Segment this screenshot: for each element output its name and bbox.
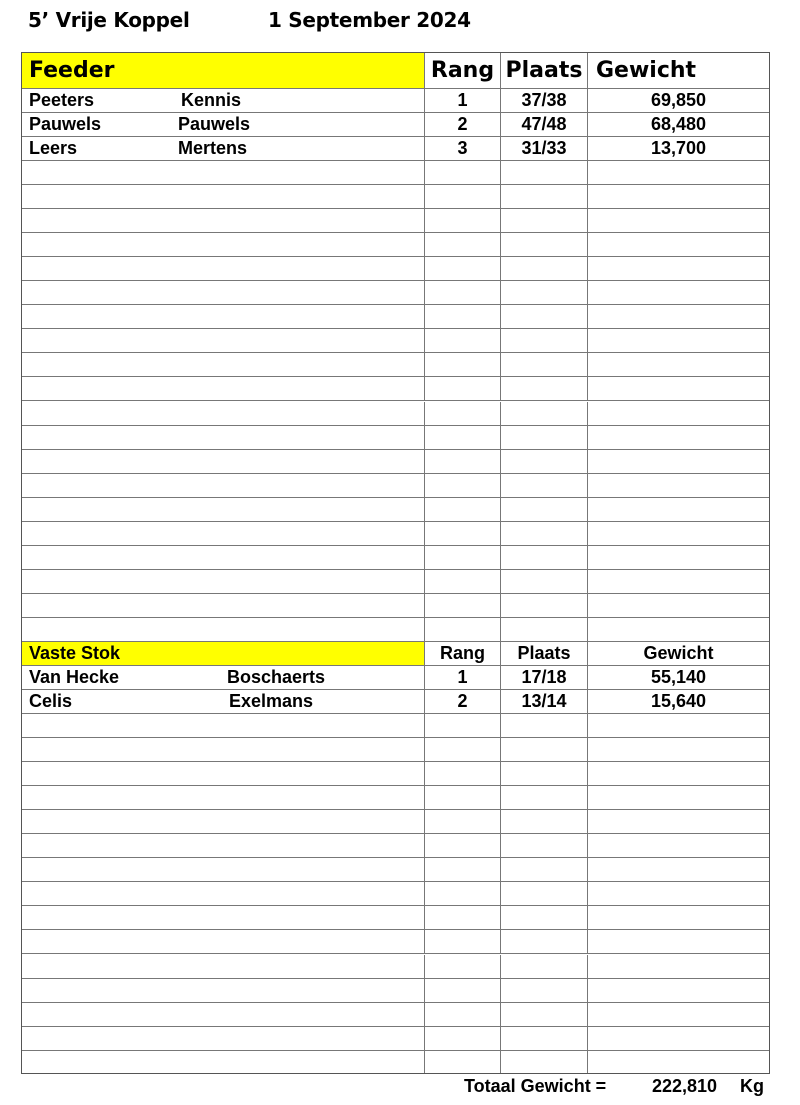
empty-cell <box>424 161 500 184</box>
empty-cell <box>424 329 500 352</box>
empty-row <box>22 329 769 353</box>
empty-row <box>22 594 769 618</box>
empty-cell <box>22 955 424 978</box>
empty-row <box>22 858 769 882</box>
empty-cell <box>587 834 769 857</box>
empty-cell <box>500 906 587 929</box>
empty-cell <box>587 906 769 929</box>
empty-cell <box>587 810 769 833</box>
empty-cell <box>500 834 587 857</box>
empty-cell <box>22 329 424 352</box>
empty-cell <box>424 233 500 256</box>
empty-cell <box>22 498 424 521</box>
empty-cell <box>22 305 424 328</box>
empty-cell <box>587 1051 769 1073</box>
empty-cell <box>424 1027 500 1050</box>
empty-cell <box>424 474 500 497</box>
vaste-stok-title: Vaste Stok <box>29 643 121 663</box>
empty-cell <box>500 1027 587 1050</box>
empty-cell <box>424 1003 500 1026</box>
name-1: Celis <box>29 691 73 711</box>
empty-cell <box>500 979 587 1002</box>
empty-cell <box>424 377 500 400</box>
empty-cell <box>22 209 424 232</box>
plaats-value: 37/38 <box>521 90 567 110</box>
empty-cell <box>22 882 424 905</box>
empty-cell <box>587 738 769 761</box>
empty-cell <box>587 233 769 256</box>
total-label: Totaal Gewicht = <box>464 1076 607 1096</box>
feeder-header-row <box>22 53 769 89</box>
empty-cell <box>500 762 587 785</box>
empty-cell <box>500 257 587 280</box>
empty-row <box>22 281 769 305</box>
empty-row <box>22 498 769 522</box>
empty-cell <box>424 979 500 1002</box>
empty-cell <box>500 786 587 809</box>
plaats-value: 17/18 <box>521 667 567 687</box>
plaats-value: 31/33 <box>521 138 567 158</box>
empty-cell <box>500 281 587 304</box>
feeder-gewicht-header-cell <box>587 53 769 88</box>
empty-cell <box>587 257 769 280</box>
empty-cell <box>587 185 769 208</box>
empty-cell <box>22 522 424 545</box>
empty-row <box>22 714 769 738</box>
empty-cell <box>587 450 769 473</box>
empty-cell <box>500 474 587 497</box>
rang-value: 1 <box>457 667 468 687</box>
name-2: Mertens <box>178 138 248 158</box>
empty-row <box>22 738 769 762</box>
empty-cell <box>500 353 587 376</box>
empty-cell <box>500 498 587 521</box>
empty-cell <box>424 882 500 905</box>
empty-cell <box>22 762 424 785</box>
empty-cell <box>500 209 587 232</box>
empty-cell <box>587 594 769 617</box>
empty-cell <box>587 209 769 232</box>
empty-row <box>22 955 769 979</box>
name-2: Exelmans <box>229 691 314 711</box>
empty-cell <box>22 353 424 376</box>
empty-cell <box>424 738 500 761</box>
empty-cell <box>424 426 500 449</box>
empty-cell <box>22 450 424 473</box>
empty-row <box>22 1003 769 1027</box>
empty-row <box>22 353 769 377</box>
empty-row <box>22 426 769 450</box>
empty-row <box>22 209 769 233</box>
empty-cell <box>22 474 424 497</box>
empty-cell <box>587 955 769 978</box>
empty-row <box>22 546 769 570</box>
vaste-stok-header-row <box>22 642 769 666</box>
empty-cell <box>22 1003 424 1026</box>
empty-cell <box>500 882 587 905</box>
empty-row <box>22 882 769 906</box>
gewicht-value: 15,640 <box>650 691 707 711</box>
empty-cell <box>22 786 424 809</box>
empty-cell <box>424 906 500 929</box>
empty-cell <box>424 1051 500 1073</box>
plaats-value: 47/48 <box>521 114 567 134</box>
empty-row <box>22 834 769 858</box>
empty-row <box>22 305 769 329</box>
empty-row <box>22 185 769 209</box>
empty-cell <box>22 233 424 256</box>
name-1: Van Hecke <box>29 667 120 687</box>
table-row <box>22 113 769 137</box>
empty-row <box>22 522 769 546</box>
feeder-rang-header: Rang <box>430 58 495 83</box>
empty-cell <box>587 546 769 569</box>
empty-cell <box>22 930 424 953</box>
feeder-rang-header-cell <box>424 53 500 88</box>
empty-cell <box>22 185 424 208</box>
empty-cell <box>587 570 769 593</box>
vaste-stok-gewicht-header: Gewicht <box>643 643 714 663</box>
empty-cell <box>500 329 587 352</box>
empty-row <box>22 377 769 401</box>
empty-cell <box>424 450 500 473</box>
empty-cell <box>587 474 769 497</box>
empty-cell <box>22 257 424 280</box>
empty-cell <box>22 738 424 761</box>
plaats-value: 13/14 <box>521 691 567 711</box>
empty-cell <box>424 185 500 208</box>
table-row <box>22 666 769 690</box>
empty-row <box>22 233 769 257</box>
empty-cell <box>22 161 424 184</box>
empty-cell <box>587 762 769 785</box>
empty-cell <box>22 834 424 857</box>
empty-row <box>22 402 769 426</box>
empty-cell <box>500 426 587 449</box>
empty-cell <box>500 594 587 617</box>
table-row <box>22 89 769 113</box>
empty-cell <box>424 305 500 328</box>
empty-cell <box>587 353 769 376</box>
empty-cell <box>587 786 769 809</box>
gewicht-value: 55,140 <box>650 667 707 687</box>
empty-cell <box>587 618 769 641</box>
empty-cell <box>424 618 500 641</box>
table-row <box>22 137 769 161</box>
name-1: Leers <box>29 138 78 158</box>
empty-cell <box>500 1051 587 1073</box>
empty-cell <box>587 930 769 953</box>
empty-cell <box>22 858 424 881</box>
empty-cell <box>424 353 500 376</box>
empty-cell <box>424 786 500 809</box>
empty-cell <box>424 810 500 833</box>
empty-cell <box>424 834 500 857</box>
empty-cell <box>500 618 587 641</box>
empty-cell <box>22 618 424 641</box>
empty-cell <box>424 594 500 617</box>
empty-row <box>22 979 769 1003</box>
empty-cell <box>22 906 424 929</box>
empty-cell <box>587 979 769 1002</box>
empty-row <box>22 161 769 185</box>
empty-cell <box>587 714 769 737</box>
empty-cell <box>587 305 769 328</box>
empty-cell <box>22 979 424 1002</box>
feeder-gewicht-header: Gewicht <box>596 58 697 83</box>
empty-cell <box>587 329 769 352</box>
empty-row <box>22 618 769 642</box>
empty-cell <box>22 1027 424 1050</box>
empty-row <box>22 1051 769 1073</box>
empty-row <box>22 930 769 954</box>
empty-row <box>22 450 769 474</box>
feeder-plaats-header-cell <box>500 53 587 88</box>
gewicht-value: 69,850 <box>650 90 707 110</box>
empty-cell <box>500 858 587 881</box>
empty-cell <box>500 810 587 833</box>
empty-cell <box>500 955 587 978</box>
name-1: Pauwels <box>29 114 102 134</box>
empty-cell <box>22 377 424 400</box>
empty-cell <box>500 522 587 545</box>
empty-cell <box>500 161 587 184</box>
empty-cell <box>22 1051 424 1073</box>
empty-cell <box>424 257 500 280</box>
name-2: Boschaerts <box>227 667 326 687</box>
empty-cell <box>500 930 587 953</box>
empty-cell <box>424 714 500 737</box>
empty-row <box>22 786 769 810</box>
feeder-title-cell <box>22 53 424 88</box>
vaste-stok-title-cell <box>22 642 424 665</box>
empty-cell <box>22 714 424 737</box>
feeder-title: Feeder <box>29 58 115 83</box>
feeder-plaats-header: Plaats <box>505 58 583 83</box>
empty-cell <box>587 498 769 521</box>
results-table <box>21 52 770 1074</box>
empty-cell <box>500 546 587 569</box>
gewicht-value: 13,700 <box>650 138 707 158</box>
total-unit: Kg <box>740 1076 764 1096</box>
empty-cell <box>500 185 587 208</box>
empty-cell <box>587 882 769 905</box>
empty-cell <box>22 594 424 617</box>
table-row <box>22 690 769 714</box>
empty-cell <box>587 281 769 304</box>
empty-cell <box>500 305 587 328</box>
rang-value: 2 <box>457 114 468 134</box>
empty-cell <box>500 738 587 761</box>
empty-cell <box>22 810 424 833</box>
empty-cell <box>500 714 587 737</box>
empty-cell <box>500 233 587 256</box>
empty-cell <box>587 1003 769 1026</box>
empty-cell <box>587 1027 769 1050</box>
empty-cell <box>500 570 587 593</box>
event-date: 1 September 2024 <box>268 8 471 32</box>
empty-row <box>22 810 769 834</box>
empty-cell <box>22 570 424 593</box>
empty-cell <box>424 522 500 545</box>
name-2: Pauwels <box>178 114 251 134</box>
empty-cell <box>22 426 424 449</box>
empty-cell <box>424 402 500 425</box>
empty-cell <box>587 377 769 400</box>
empty-cell <box>587 426 769 449</box>
empty-cell <box>424 955 500 978</box>
empty-cell <box>424 498 500 521</box>
empty-row <box>22 257 769 281</box>
event-title: 5’ Vrije Koppel <box>28 8 190 32</box>
empty-cell <box>587 402 769 425</box>
gewicht-value: 68,480 <box>650 114 707 134</box>
empty-row <box>22 762 769 786</box>
total-value: 222,810 <box>652 1076 718 1096</box>
empty-cell <box>500 1003 587 1026</box>
empty-cell <box>424 570 500 593</box>
empty-cell <box>500 402 587 425</box>
empty-cell <box>587 522 769 545</box>
empty-cell <box>424 930 500 953</box>
empty-row <box>22 1027 769 1051</box>
empty-cell <box>424 281 500 304</box>
empty-row <box>22 906 769 930</box>
rang-value: 1 <box>457 90 468 110</box>
rang-value: 2 <box>457 691 468 711</box>
name-1: Peeters <box>29 90 95 110</box>
rang-value: 3 <box>457 138 468 158</box>
empty-cell <box>587 858 769 881</box>
name-2: Kennis <box>181 90 242 110</box>
vaste-stok-rang-header: Rang <box>440 643 485 663</box>
empty-cell <box>500 450 587 473</box>
empty-cell <box>424 858 500 881</box>
empty-cell <box>587 161 769 184</box>
empty-cell <box>424 209 500 232</box>
empty-cell <box>22 402 424 425</box>
empty-row <box>22 474 769 498</box>
empty-cell <box>424 762 500 785</box>
empty-cell <box>22 281 424 304</box>
empty-cell <box>500 377 587 400</box>
vaste-stok-plaats-header: Plaats <box>517 643 571 663</box>
empty-cell <box>424 546 500 569</box>
empty-cell <box>22 546 424 569</box>
empty-row <box>22 570 769 594</box>
